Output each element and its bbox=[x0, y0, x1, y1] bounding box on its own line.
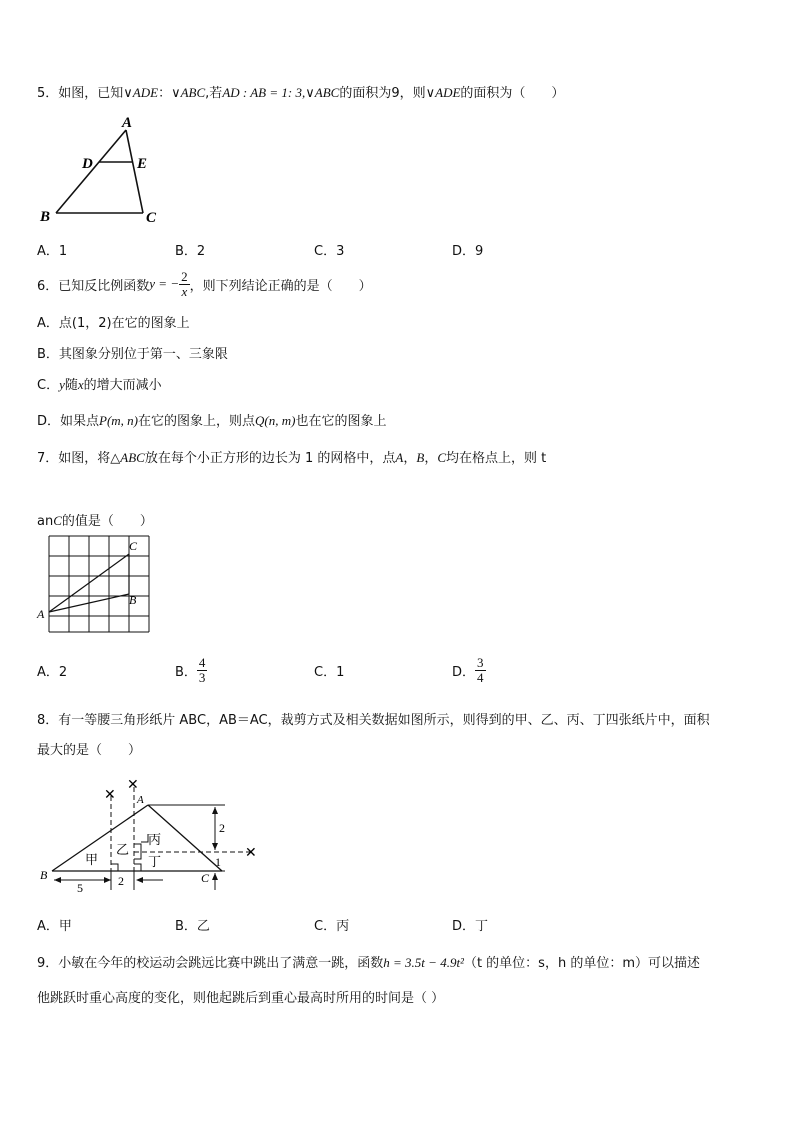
math-b: B bbox=[416, 450, 425, 465]
label-b: B bbox=[40, 868, 48, 882]
math-abc: ∨ABC bbox=[171, 85, 206, 100]
q5-option-a[interactable]: A．1 bbox=[37, 244, 68, 259]
math-ade: ∨ADE bbox=[425, 85, 461, 100]
math-y: y bbox=[59, 377, 65, 392]
numerator: 3 bbox=[477, 654, 484, 670]
text: D．如果点 bbox=[37, 414, 100, 429]
text: 也在它的图象上 bbox=[295, 414, 387, 429]
scissors-icon-center: ✕ bbox=[127, 778, 139, 793]
text: 的值是（ ） bbox=[61, 514, 153, 529]
math-c: C bbox=[437, 450, 446, 465]
right-angle-mark bbox=[141, 834, 148, 842]
right-angle-mark bbox=[134, 844, 141, 852]
question-6-stem bbox=[37, 266, 372, 302]
piece-label-yi: 乙 bbox=[116, 842, 130, 857]
label-c: C bbox=[201, 871, 210, 885]
q7-option-d[interactable] bbox=[452, 652, 486, 688]
q6-option-c[interactable] bbox=[37, 374, 162, 393]
q6-option-a[interactable]: A．点(1，2)在它的图象上 bbox=[37, 316, 190, 331]
text: 随 bbox=[64, 378, 78, 393]
label-a: A bbox=[137, 794, 144, 806]
right-angle-mark bbox=[134, 852, 141, 859]
text: an bbox=[37, 514, 54, 529]
q7-option-b[interactable] bbox=[175, 652, 207, 688]
q7-option-c[interactable]: C．1 bbox=[314, 665, 345, 680]
text: （t 的单位：s，h 的单位：m）可以描述 bbox=[463, 956, 700, 971]
math-point-p: P(m, n) bbox=[99, 413, 139, 428]
q8-option-b[interactable]: B．乙 bbox=[175, 919, 210, 934]
label-d: D bbox=[82, 156, 93, 172]
text: 在它的图象上，则点 bbox=[138, 414, 256, 429]
denominator: x bbox=[181, 283, 188, 299]
text: ， bbox=[403, 451, 417, 466]
label-e: E bbox=[137, 156, 148, 172]
text: B． bbox=[175, 664, 197, 680]
fraction bbox=[197, 656, 208, 685]
q5-option-d[interactable]: D．9 bbox=[452, 244, 484, 259]
fraction bbox=[475, 656, 486, 685]
text: ，则 bbox=[399, 86, 426, 101]
q6-option-d[interactable] bbox=[37, 410, 386, 429]
text: D． bbox=[452, 664, 476, 680]
arrow-head bbox=[136, 877, 143, 883]
piece-label-ding: 丁 bbox=[148, 854, 162, 869]
math-abc: ∨ABC bbox=[305, 85, 340, 100]
label-c: C bbox=[129, 539, 138, 553]
text: 5．如图，已知 bbox=[37, 86, 124, 101]
label-b: B bbox=[129, 593, 137, 607]
text: 6．已知反比例函数 bbox=[37, 278, 150, 294]
text: 9．小敏在今年的校运动会跳远比赛中跳出了满意一跳，函数 bbox=[37, 956, 384, 971]
arrow-head bbox=[54, 877, 61, 883]
area-value: 9 bbox=[391, 86, 400, 101]
text: 7．如图，将 bbox=[37, 451, 111, 466]
math-ade: ∨ADE bbox=[123, 85, 159, 100]
text: 的面积为 bbox=[339, 86, 392, 101]
dim-label-2-right: 2 bbox=[219, 821, 225, 835]
scissors-icon-left: ✕ bbox=[104, 788, 116, 803]
arrow-head bbox=[104, 877, 111, 883]
piece-label-jia: 甲 bbox=[85, 852, 99, 867]
dim-label-1: 1 bbox=[215, 855, 221, 869]
math-a: A bbox=[395, 450, 404, 465]
text: ,若 bbox=[205, 86, 223, 101]
q7-grid-figure bbox=[35, 532, 155, 636]
q8-cutting-figure bbox=[35, 772, 270, 894]
math-triangle: △ABC bbox=[110, 450, 145, 465]
dim-label-2-bottom: 2 bbox=[118, 874, 124, 888]
label-a: A bbox=[37, 607, 45, 621]
q7-option-a[interactable]: A．2 bbox=[37, 665, 68, 680]
label-a: A bbox=[122, 115, 133, 131]
right-angle-mark bbox=[134, 864, 141, 871]
text: 的面积为（ ） bbox=[460, 86, 565, 101]
q5-triangle-figure bbox=[35, 112, 170, 230]
q8-options bbox=[37, 915, 637, 935]
arrow-head bbox=[212, 873, 218, 880]
arrow-head bbox=[212, 843, 218, 850]
math-func-lhs: y = − bbox=[149, 276, 180, 291]
q8-option-d[interactable]: D．丁 bbox=[452, 919, 489, 934]
numerator: 2 bbox=[181, 268, 188, 284]
text: 的增大而减小 bbox=[83, 378, 162, 393]
text: ： bbox=[158, 86, 172, 101]
math-ratio: AD : AB = 1: 3, bbox=[222, 85, 306, 100]
piece-label-bing: 丙 bbox=[148, 832, 162, 847]
math-x: x bbox=[77, 377, 84, 392]
math-c: C bbox=[53, 513, 62, 528]
q8-option-c[interactable]: C．丙 bbox=[314, 919, 350, 934]
q5-option-b[interactable]: B．2 bbox=[175, 244, 206, 259]
text: ， bbox=[424, 451, 438, 466]
text: 放在每个小正方形的边长为 1 的网格中，点 bbox=[144, 451, 396, 466]
math-point-q: Q(n, m) bbox=[255, 413, 296, 428]
numerator: 4 bbox=[198, 654, 206, 670]
label-c: C bbox=[146, 210, 157, 226]
label-b: B bbox=[40, 209, 51, 225]
text: ，则下列结论正确的是（ ） bbox=[189, 278, 372, 294]
math-formula: h = 3.5t − 4.9t² bbox=[383, 955, 464, 970]
text: C． bbox=[37, 378, 60, 393]
q7-options bbox=[37, 652, 637, 690]
arrow-head bbox=[212, 807, 218, 814]
question-9-stem-line2: 他跳跃时重心高度的变化，则他起跳后到重心最高时所用的时间是（ ） bbox=[37, 991, 445, 1006]
right-angle-mark bbox=[111, 864, 118, 871]
text: 均在格点上，则 t bbox=[446, 451, 547, 466]
question-7-stem-line1 bbox=[37, 447, 546, 466]
dim-label-5: 5 bbox=[77, 881, 83, 894]
question-8-stem-line1: 8．有一等腰三角形纸片 ABC，AB＝AC，裁剪方式及相关数据如图所示，则得到的甲、乙、丙、丁四张纸片中，面积 bbox=[37, 713, 710, 728]
denominator: 3 bbox=[198, 669, 206, 685]
q8-option-a[interactable]: A．甲 bbox=[37, 919, 72, 934]
q5-options bbox=[37, 240, 637, 260]
q5-option-c[interactable]: C．3 bbox=[314, 244, 345, 259]
denominator: 4 bbox=[477, 669, 484, 685]
question-8-stem-line2: 最大的是（ ） bbox=[37, 743, 142, 758]
fraction bbox=[179, 270, 190, 299]
q6-option-b[interactable]: B．其图象分别位于第一、三象限 bbox=[37, 347, 228, 362]
question-5-stem bbox=[37, 82, 564, 101]
scissors-icon-right: ✕ bbox=[245, 846, 257, 861]
question-7-stem-line2 bbox=[37, 510, 153, 529]
question-9-stem-line1 bbox=[37, 952, 700, 971]
